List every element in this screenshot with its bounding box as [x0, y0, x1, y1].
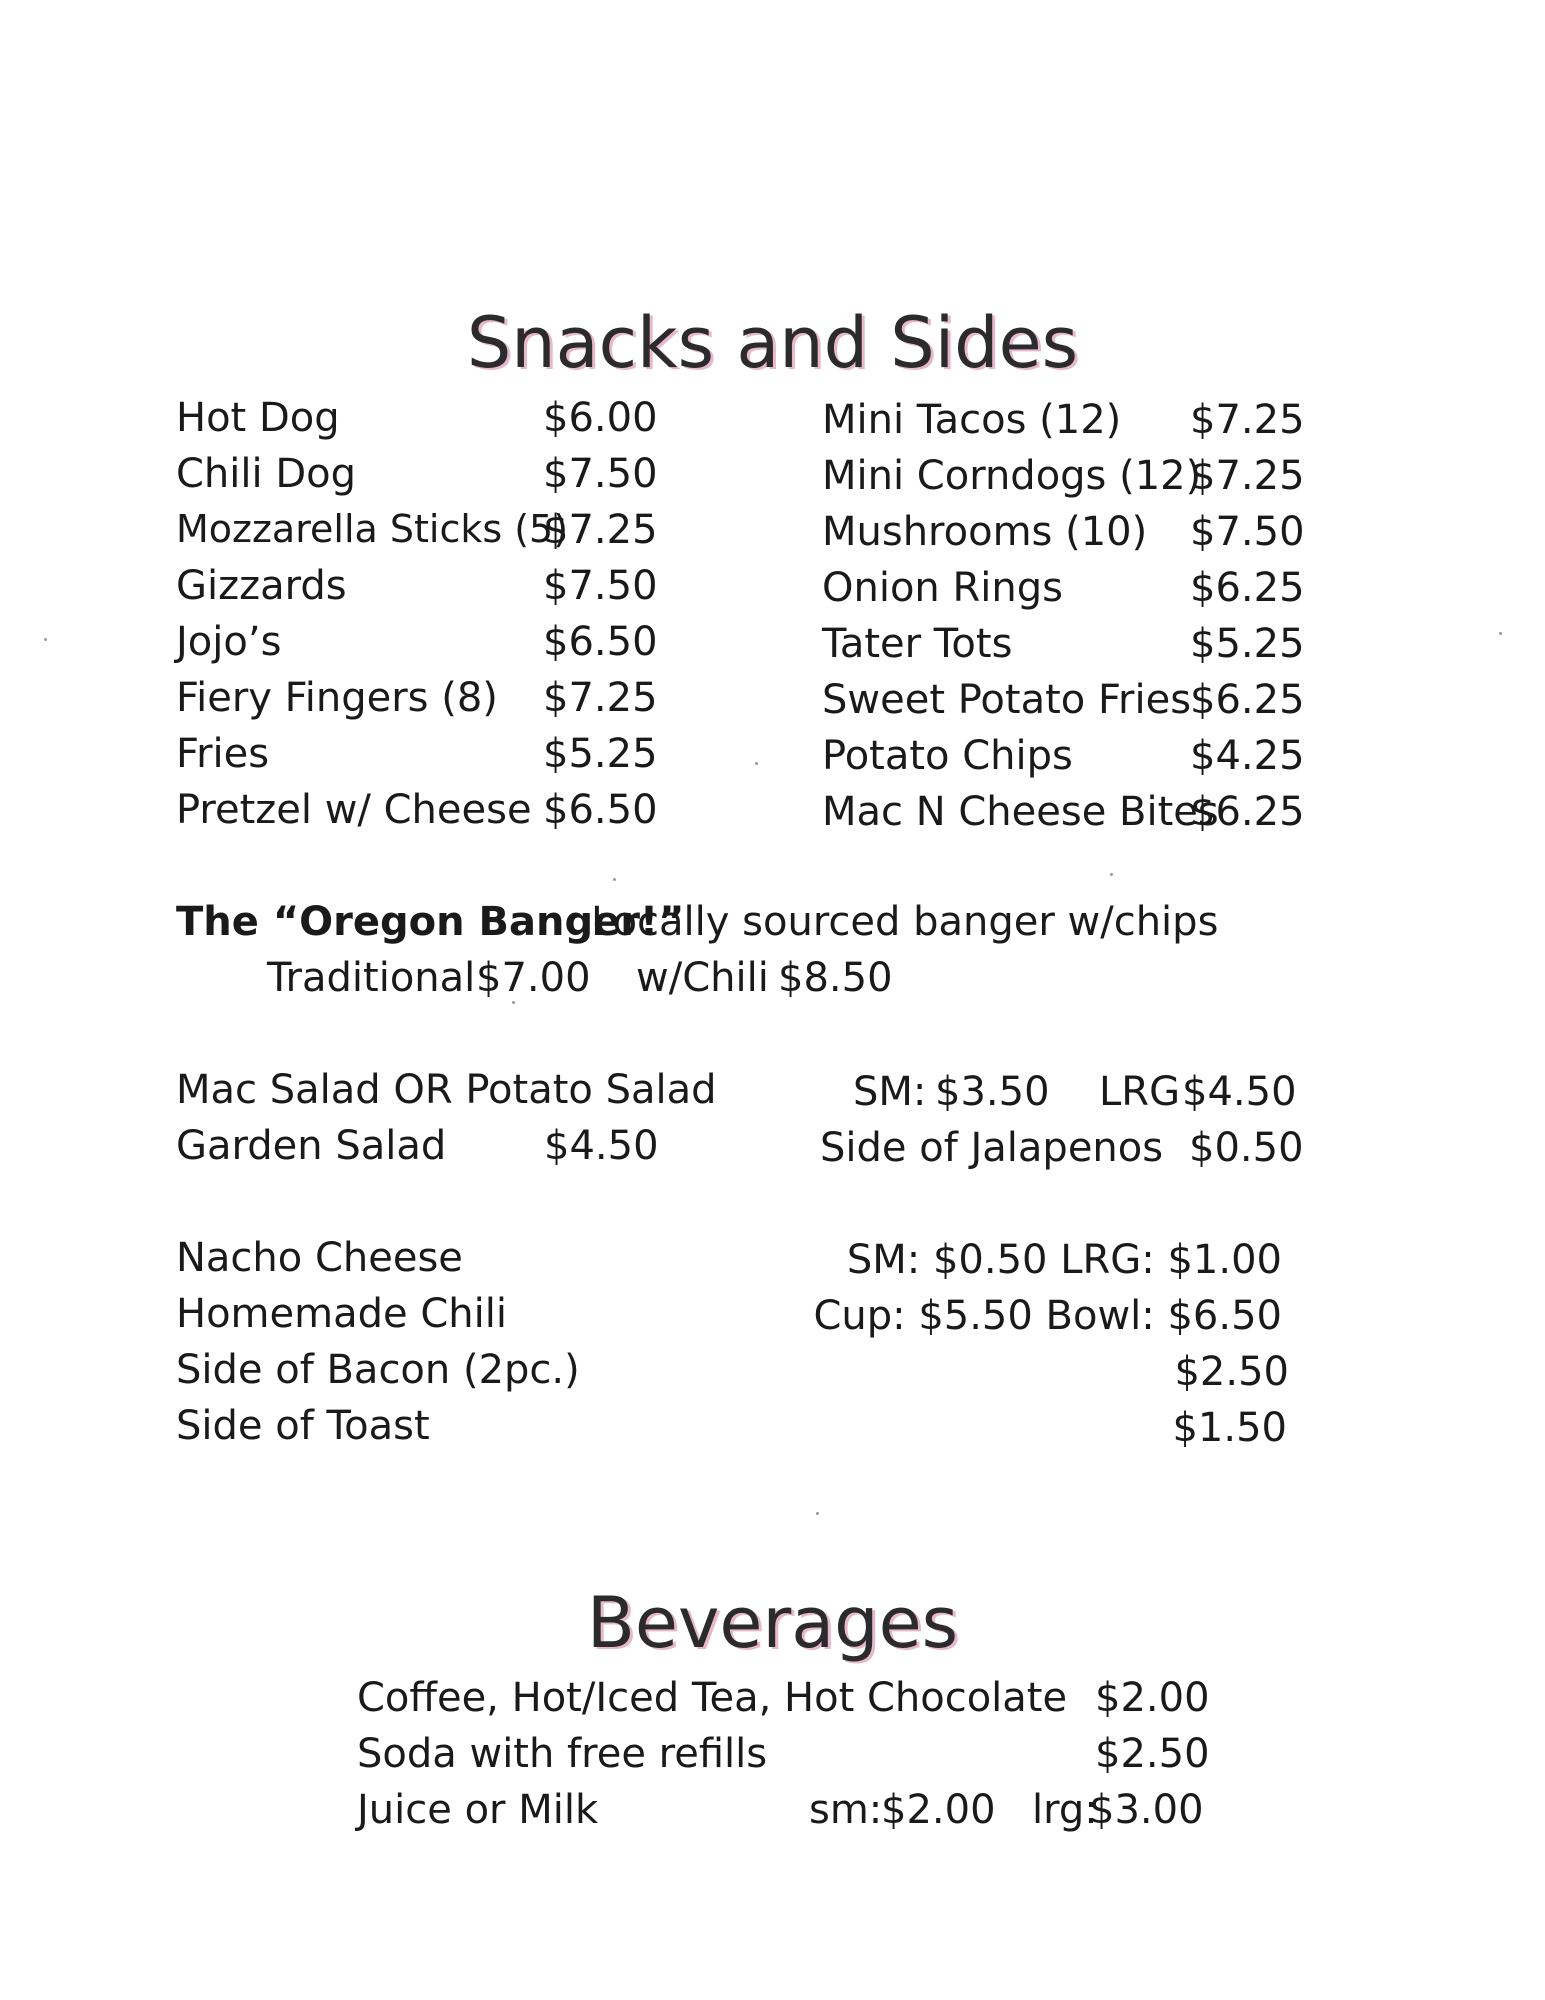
menu-item-name: Mushrooms (10)	[822, 509, 1148, 555]
menu-item-price: $6.25	[1190, 565, 1305, 611]
banger-chili-price: $8.50	[778, 955, 893, 1001]
menu-item-name: Potato Chips	[822, 733, 1073, 779]
scan-speck	[613, 878, 616, 881]
mac-potato-lrg-price: $4.50	[1182, 1069, 1297, 1115]
menu-item-name: Mozzarella Sticks (5)	[176, 507, 569, 551]
menu-item-price: $7.50	[1190, 509, 1305, 555]
scan-speck	[1110, 873, 1113, 876]
scan-speck	[816, 1512, 819, 1515]
extra-item-name: Side of Toast	[176, 1403, 430, 1449]
menu-item-price: $5.25	[1190, 621, 1305, 667]
mac-potato-sm-label: SM:	[853, 1069, 927, 1115]
menu-item-price: $6.50	[543, 619, 658, 665]
menu-item-name: Jojo’s	[176, 619, 282, 665]
menu-item-name: Tater Tots	[822, 621, 1013, 667]
menu-item-name: Mac N Cheese Bites	[822, 789, 1219, 835]
menu-item-name: Onion Rings	[822, 565, 1063, 611]
beverages-heading: Beverages	[586, 1582, 959, 1664]
extra-item-price: $2.50	[1174, 1349, 1289, 1395]
garden-salad-price: $4.50	[544, 1123, 659, 1169]
menu-item-name: Mini Tacos (12)	[822, 397, 1122, 443]
mac-potato-sm-price: $3.50	[935, 1069, 1050, 1115]
banger-chili-label: w/Chili	[636, 955, 769, 1001]
menu-item-price: $7.50	[543, 451, 658, 497]
menu-item-price: $7.25	[543, 675, 658, 721]
juice-sm-label: sm:	[809, 1787, 883, 1833]
garden-salad-name: Garden Salad	[176, 1123, 447, 1169]
banger-traditional-label: Traditional	[267, 955, 476, 1001]
menu-item-price: $6.50	[543, 787, 658, 833]
extra-item-name: Homemade Chili	[176, 1291, 507, 1337]
mac-potato-lrg-label: LRG	[1099, 1069, 1181, 1115]
menu-item-name: Chili Dog	[176, 451, 356, 497]
beverage-item-name: Soda with free refills	[357, 1731, 768, 1777]
scan-speck	[512, 1001, 515, 1004]
juice-sm-price: $2.00	[881, 1787, 996, 1833]
menu-item-name: Pretzel w/ Cheese	[176, 787, 532, 833]
mac-potato-salad-name: Mac Salad OR Potato Salad	[176, 1067, 717, 1113]
menu-item-price: $7.25	[1190, 397, 1305, 443]
jalapenos-price: $0.50	[1189, 1125, 1304, 1171]
menu-item-name: Fries	[176, 731, 270, 777]
snacks-heading: Snacks and Sides	[466, 302, 1079, 384]
juice-lrg-price: $3.00	[1089, 1787, 1204, 1833]
extra-item-price: Cup: $5.50 Bowl: $6.50	[813, 1293, 1282, 1339]
menu-item-name: Gizzards	[176, 563, 347, 609]
extra-item-price: SM: $0.50 LRG: $1.00	[846, 1237, 1282, 1283]
juice-lrg-label: lrg:	[1032, 1787, 1098, 1833]
scan-speck	[44, 638, 47, 641]
extra-item-price: $1.50	[1172, 1405, 1287, 1451]
banger-title: The “Oregon Banger!”	[176, 899, 685, 945]
menu-item-name: Fiery Fingers (8)	[176, 675, 498, 721]
menu-item-price: $7.50	[543, 563, 658, 609]
banger-traditional-price: $7.00	[476, 955, 591, 1001]
menu-item-name: Mini Corndogs (12)	[822, 453, 1202, 499]
beverage-item-price: $2.50	[1095, 1731, 1210, 1777]
menu-item-price: $7.25	[1190, 453, 1305, 499]
extra-item-name: Side of Bacon (2pc.)	[176, 1347, 580, 1393]
scan-speck	[755, 762, 758, 765]
menu-item-name: Hot Dog	[176, 395, 340, 441]
menu-item-price: $5.25	[543, 731, 658, 777]
beverage-item-name: Coffee, Hot/Iced Tea, Hot Chocolate	[357, 1675, 1068, 1721]
menu-item-price: $6.00	[543, 395, 658, 441]
menu-item-price: $7.25	[543, 507, 658, 553]
menu-item-price: $4.25	[1190, 733, 1305, 779]
menu-item-price: $6.25	[1190, 677, 1305, 723]
jalapenos-name: Side of Jalapenos	[820, 1125, 1164, 1171]
banger-description: Locally sourced banger w/chips	[591, 899, 1219, 945]
menu-item-name: Sweet Potato Fries	[822, 677, 1192, 723]
juice-milk-name: Juice or Milk	[357, 1787, 599, 1833]
beverage-item-price: $2.00	[1095, 1675, 1210, 1721]
menu-item-price: $6.25	[1190, 789, 1305, 835]
scan-speck	[1499, 632, 1502, 635]
extra-item-name: Nacho Cheese	[176, 1235, 463, 1281]
